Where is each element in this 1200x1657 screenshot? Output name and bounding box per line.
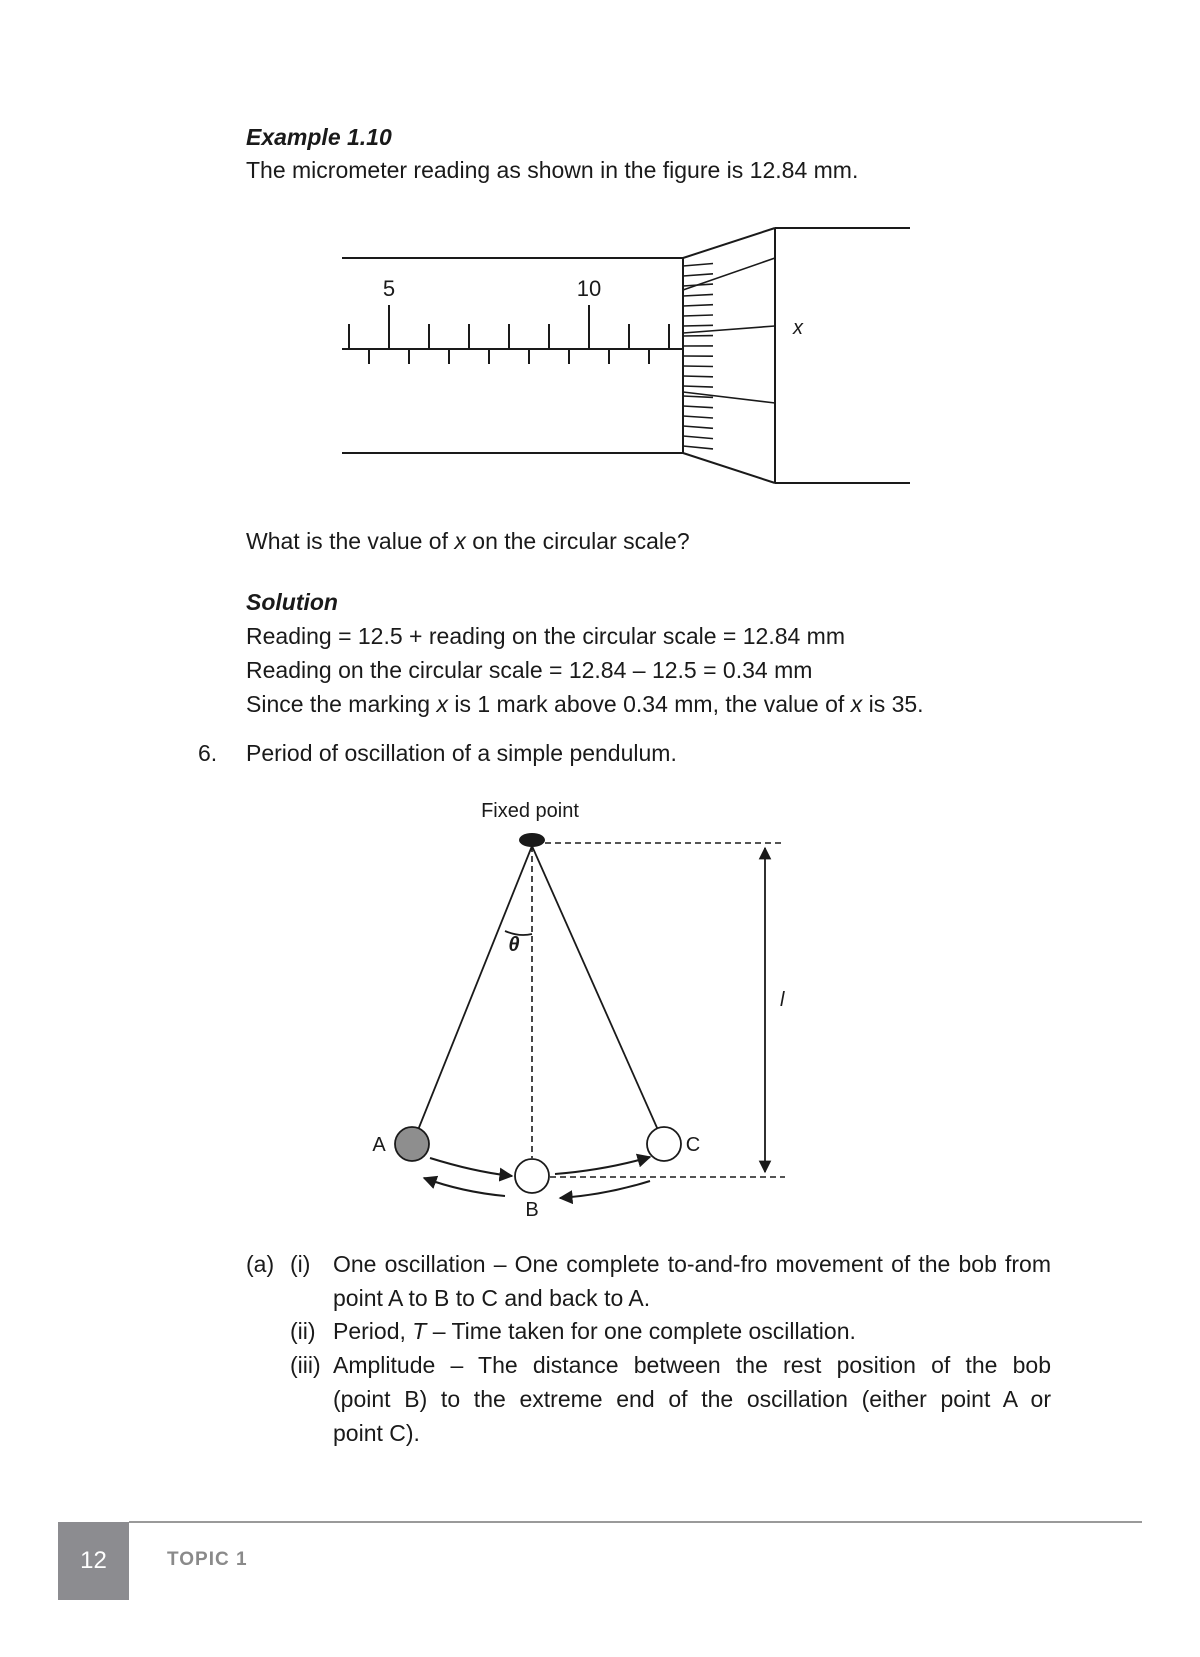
definition-iii-line-3: point C). [333,1420,420,1446]
definition-i-line-2: point A to B to C and back to A. [333,1285,651,1311]
solution-line-1: Reading = 12.5 + reading on the circular scale = 12.84 mm [246,623,845,649]
fixed-point-label: Fixed point [481,800,579,822]
arrow-a-to-b [430,1158,512,1176]
footer-rule [129,1521,1142,1523]
arrow-b-to-a [424,1178,505,1196]
bob-a [395,1127,429,1161]
example-heading: Example 1.10 [246,124,392,150]
definition-iii-line-1: Amplitude – The distance between the rest position of the bob [333,1352,1051,1378]
definition-i-label: (i) [290,1251,311,1277]
bob-b [515,1159,549,1193]
bob-c [647,1127,681,1161]
point-c-label: C [685,1134,701,1156]
solution-heading: Solution [246,589,338,615]
fixed-point-pivot [519,833,545,847]
main-scale-label-10: 10 [576,276,602,301]
arrow-b-to-c [555,1157,650,1174]
item-6-text: Period of oscillation of a simple pendulum. [246,740,677,766]
definition-i-line-1: One oscillation – One complete to-and-fro movement of the bob from [333,1251,1051,1277]
string-to-c [532,846,658,1130]
arrow-c-to-b [560,1181,650,1198]
item-6-number: 6. [198,740,218,766]
point-b-label: B [525,1199,539,1221]
definition-ii-label: (ii) [290,1318,316,1344]
definition-iii-label: (iii) [290,1352,321,1378]
page-number-box [58,1522,129,1600]
main-scale-label-5: 5 [382,276,396,301]
page-number: 12 [80,1547,107,1574]
definition-ii-text: Period, T – Time taken for one complete oscillation. [333,1318,856,1344]
theta-label: θ [508,934,520,956]
footer-topic: TOPIC 1 [167,1549,248,1570]
definition-a-label: (a) [246,1251,275,1277]
string-to-a [418,846,532,1130]
solution-line-2: Reading on the circular scale = 12.84 – 12.5 = 0.34 mm [246,657,813,683]
thimble-x-label: x [793,317,803,339]
point-a-label: A [372,1134,386,1156]
length-label: l [780,989,785,1011]
example-statement: The micrometer reading as shown in the figure is 12.84 mm. [246,157,859,183]
example-question: What is the value of x on the circular scale? [246,528,690,554]
definition-iii-line-2: (point B) to the extreme end of the oscillation (either point A or [333,1386,1051,1412]
solution-line-3: Since the marking x is 1 mark above 0.34 mm, the value of x is 35. [246,691,924,717]
